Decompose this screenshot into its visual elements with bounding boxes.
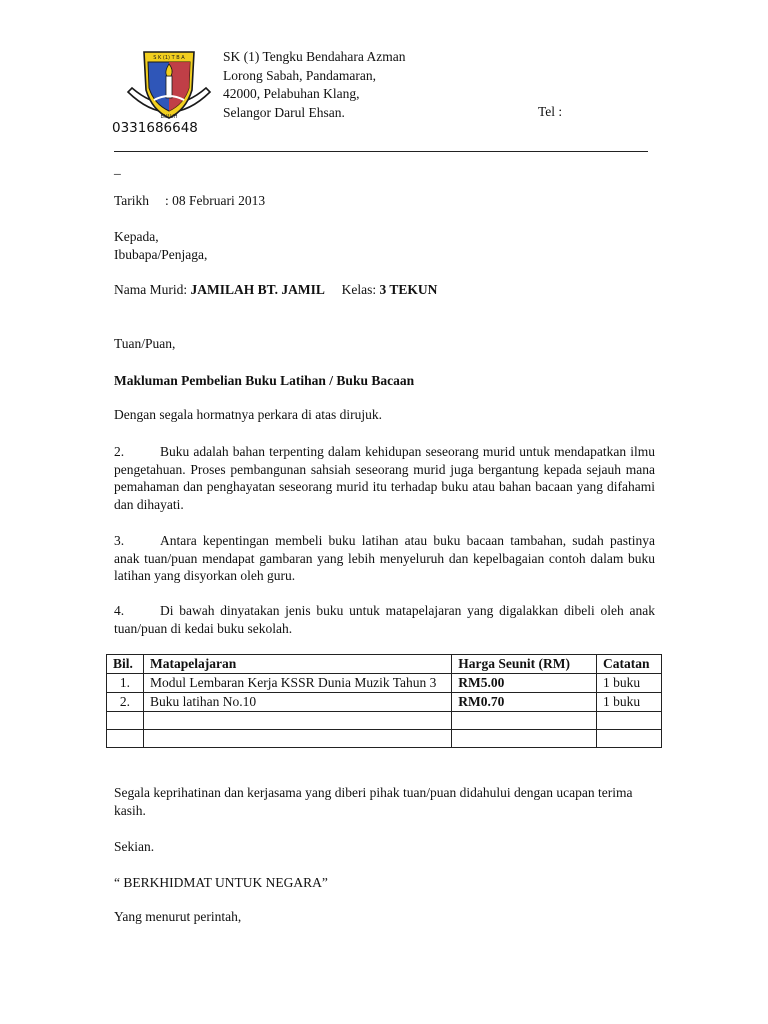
paragraph-3 bbox=[114, 532, 655, 585]
school-crest-logo bbox=[126, 48, 212, 128]
salutation: Tuan/Puan, bbox=[114, 336, 176, 351]
header-catatan: Catatan bbox=[597, 655, 662, 674]
paragraph-4-number: 4. bbox=[114, 603, 125, 618]
closing-paragraph: Segala keprihatinan dan kerjasama yang diberi pihak tuan/puan didahului dengan ucapan terima kasih. bbox=[114, 785, 633, 818]
phone-number: 0331686648 bbox=[112, 120, 198, 136]
header-harga: Harga Seunit (RM) bbox=[452, 655, 597, 674]
table-row-empty bbox=[107, 712, 662, 730]
table-row bbox=[107, 674, 662, 693]
student-label: Nama Murid: bbox=[114, 282, 188, 297]
letter-subject: Makluman Pembelian Buku Latihan / Buku Bacaan bbox=[114, 373, 415, 388]
address-line-1: Lorong Sabah, Pandamaran, bbox=[223, 67, 376, 83]
row-1-subject: Modul Lembaran Kerja KSSR Dunia Muzik Tahun 3 bbox=[143, 674, 451, 693]
header-matapelajaran: Matapelajaran bbox=[143, 655, 451, 674]
to-label: Kepada, bbox=[114, 229, 159, 244]
book-list-table bbox=[106, 654, 662, 748]
logo-bottom-text: BULUH bbox=[160, 114, 178, 120]
school-name: SK (1) Tengku Bendahara Azman bbox=[223, 49, 406, 64]
table-header-row bbox=[107, 655, 662, 674]
row-2-note: 1 buku bbox=[597, 693, 662, 712]
header-divider bbox=[114, 151, 648, 152]
reference-line: Dengan segala hormatnya perkara di atas dirujuk. bbox=[114, 407, 383, 422]
table-row bbox=[107, 693, 662, 712]
header-divider-dash: _ bbox=[114, 161, 121, 176]
date-value: : 08 Februari 2013 bbox=[165, 193, 266, 208]
row-2-price: RM0.70 bbox=[452, 693, 597, 712]
row-1-price: RM5.00 bbox=[452, 674, 597, 693]
tel-label: Tel : bbox=[538, 104, 563, 119]
school-address bbox=[223, 48, 406, 122]
class-label: Kelas: bbox=[341, 282, 377, 297]
row-1-note: 1 buku bbox=[597, 674, 662, 693]
student-info bbox=[114, 281, 437, 298]
motto: “ BERKHIDMAT UNTUK NEGARA” bbox=[114, 875, 328, 890]
address-line-2: 42000, Pelabuhan Klang, bbox=[223, 86, 360, 101]
row-2-subject: Buku latihan No.10 bbox=[143, 693, 451, 712]
to-value: Ibubapa/Penjaga, bbox=[114, 247, 208, 262]
paragraph-2-text: Buku adalah bahan terpenting dalam kehidupan seseorang murid untuk mendapatkan ilmu pengetahuan. Proses pembangunan sahsiah seseorang murid juga bergantung kepada sejauh mana pemahaman dan penghayatan seseorang murid itu terhadap buku atau bahan bacaan yang difahami dan dihayati. bbox=[114, 444, 655, 512]
student-name: JAMILAH BT. JAMIL bbox=[190, 282, 325, 297]
sign-off: Yang menurut perintah, bbox=[114, 909, 242, 924]
header-bil: Bil. bbox=[107, 655, 144, 674]
paragraph-3-number: 3. bbox=[114, 533, 125, 548]
paragraph-2 bbox=[114, 443, 655, 513]
date-label: Tarikh bbox=[114, 193, 150, 208]
paragraph-3-text: Antara kepentingan membeli buku latihan atau buku bacaan tambahan, sudah pastinya anak tuan/puan mendapat gambaran yang lebih menyeluruh dan kepelbagaian contoh dalam buku latihan yang disyorkan oleh guru. bbox=[114, 533, 655, 583]
table-row-empty bbox=[107, 730, 662, 748]
paragraph-2-number: 2. bbox=[114, 444, 125, 459]
paragraph-4-text: Di bawah dinyatakan jenis buku untuk matapelajaran yang digalakkan dibeli oleh anak tuan/puan di kedai buku sekolah. bbox=[114, 603, 655, 636]
address-line-3: Selangor Darul Ehsan. bbox=[223, 104, 345, 120]
sekian: Sekian. bbox=[114, 839, 155, 854]
paragraph-4 bbox=[114, 602, 655, 637]
logo-top-text: S K (1) T B A bbox=[153, 55, 185, 61]
letter-date bbox=[114, 192, 265, 209]
class-value: 3 TEKUN bbox=[379, 282, 438, 297]
row-2-bil: 2. bbox=[107, 693, 144, 712]
recipient-block bbox=[114, 228, 207, 264]
row-1-bil: 1. bbox=[107, 674, 144, 693]
